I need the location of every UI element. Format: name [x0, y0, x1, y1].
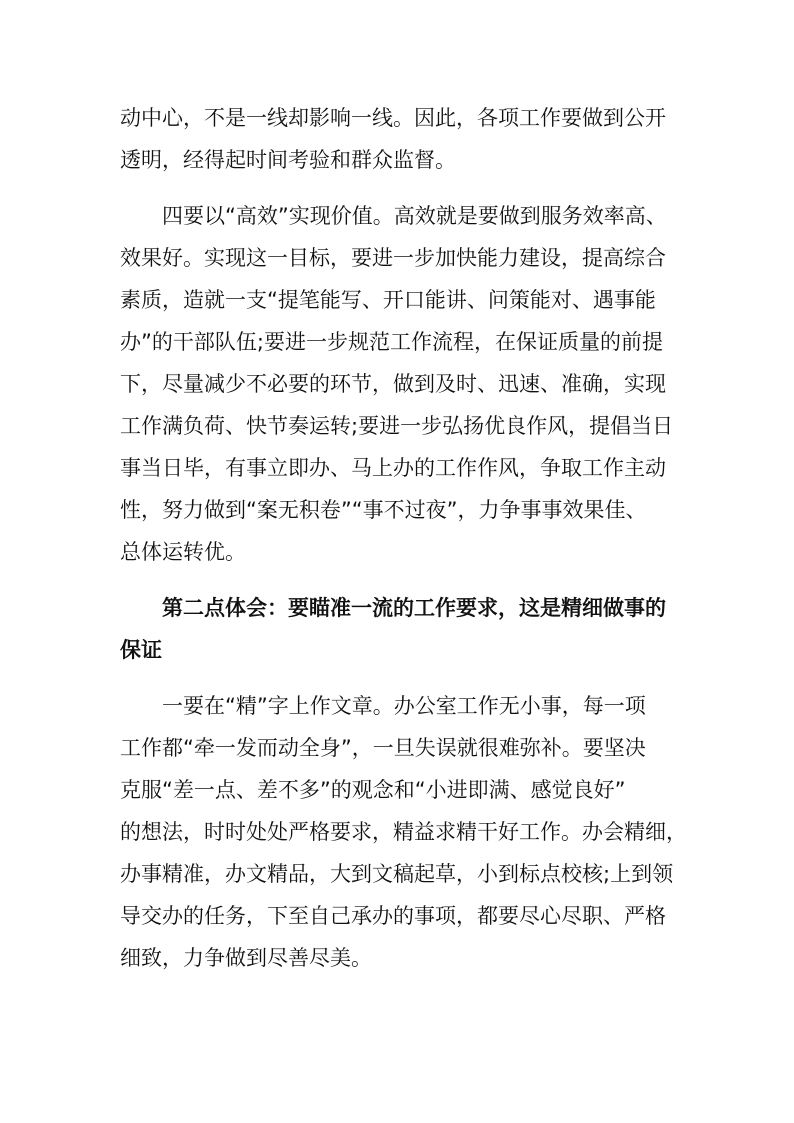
text-line: 的想法，时时处处严格要求，精益求精干好工作。办会精细， [120, 820, 687, 844]
text-line: 总体运转优。 [120, 540, 246, 564]
text-line: 克服“差一点、差不多”的观念和“小进即满、感觉良好” [120, 778, 626, 802]
section-heading-line: 第二点体会：要瞄准一流的工作要求，这是精细做事的 [162, 596, 666, 620]
text-line: 办事精准，办文精品，大到文稿起草，小到标点校核;上到领 [120, 862, 674, 886]
text-line: 透明，经得起时间考验和群众监督。 [120, 148, 456, 172]
text-line: 下，尽量减少不必要的环节，做到及时、迅速、准确，实现 [120, 372, 666, 396]
section-heading-line: 保证 [120, 638, 162, 662]
text-line: 工作都“牵一发而动全身”，一旦失误就很难弥补。要坚决 [120, 736, 646, 760]
paragraph-start-line: 一要在“精”字上作文章。办公室工作无小事，每一项 [162, 694, 646, 718]
text-line: 动中心，不是一线却影响一线。因此，各项工作要做到公开 [120, 106, 666, 130]
text-line: 性，努力做到“案无积卷”“事不过夜”，力争事事效果佳、 [120, 498, 647, 522]
text-line: 细致，力争做到尽善尽美。 [120, 946, 372, 970]
paragraph-start-line: 四要以“高效”实现价值。高效就是要做到服务效率高、 [162, 204, 667, 228]
text-line: 事当日毕，有事立即办、马上办的工作作风，争取工作主动 [120, 456, 666, 480]
text-line: 素质，造就一支“提笔能写、开口能讲、问策能对、遇事能 [120, 288, 656, 312]
text-line: 效果好。实现这一目标，要进一步加快能力建设，提高综合 [120, 246, 666, 270]
text-line: 导交办的任务，下至自己承办的事项，都要尽心尽职、严格 [120, 904, 666, 928]
text-line: 办”的干部队伍;要进一步规范工作流程，在保证质量的前提 [120, 330, 663, 354]
text-line: 工作满负荷、快节奏运转;要进一步弘扬优良作风，提倡当日 [120, 414, 674, 438]
